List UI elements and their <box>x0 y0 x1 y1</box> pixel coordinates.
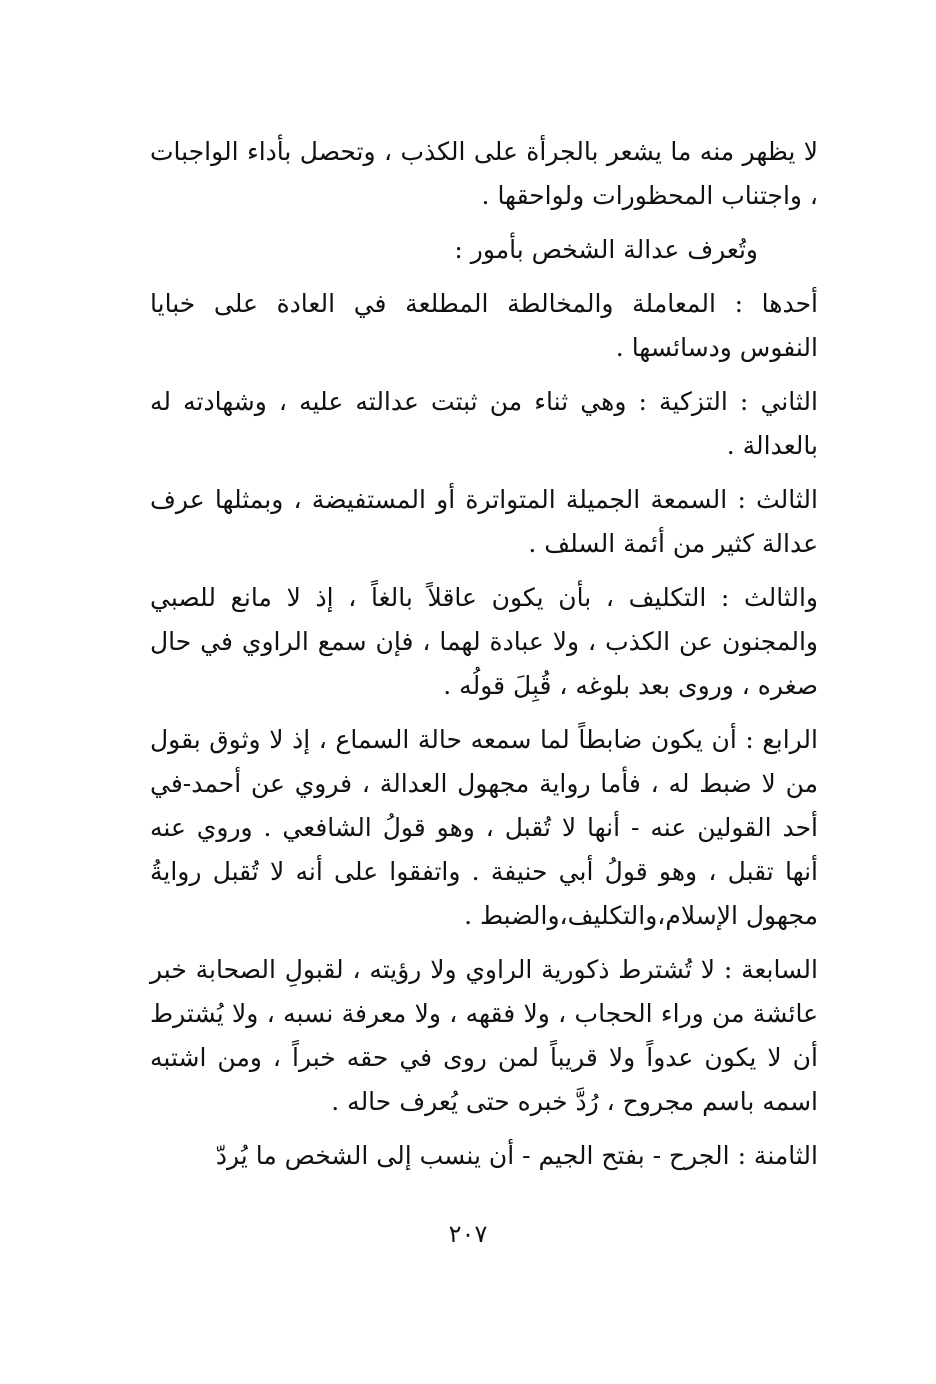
paragraph-intro: وتُعرف عدالة الشخص بأمور : <box>454 235 758 264</box>
body-text <box>150 130 818 1188</box>
page-number: ٢٠٧ <box>448 1220 488 1248</box>
paragraph-seventh: السابعة : لا تُشترط ذكورية الراوي ولا رؤيته ، لقبولِ الصحابة خبر عائشة من وراء الحجاب ، ولا فقهه ، ولا معرفة نسبه ، ولا يُشترط أن لا يكون عدواً ولا قريباً لمن روى في حقه خبراً ، ومن اشتبه اسمه باسم مجروح ، رُدَّ خبره حتى يُعرف حاله . <box>150 955 818 1116</box>
paragraph-eighth: الثامنة : الجرح - بفتح الجيم - أن ينسب إلى الشخص ما يُردّ <box>215 1141 818 1170</box>
paragraph-taklif: والثالث : التكليف ، بأن يكون عاقلاً بالغاً ، إذ لا مانع للصبي والمجنون عن الكذب ، ولا عبادة لهما ، فإن سمع الراوي في حال صغره ، وروى بعد بلوغه ، قُبِلَ قولُه . <box>150 583 818 700</box>
paragraph-continuation: لا يظهر منه ما يشعر بالجرأة على الكذب ، وتحصل بأداء الواجبات ، واجتناب المحظورات ولواحقها . <box>150 137 818 210</box>
paragraph-third: الثالث : السمعة الجميلة المتواترة أو المستفيضة ، وبمثلها عرف عدالة كثير من أئمة السلف . <box>150 485 818 558</box>
paragraph-second: الثاني : التزكية : وهي ثناء من ثبتت عدالته عليه ، وشهادته له بالعدالة . <box>150 387 818 460</box>
paragraph-first: أحدها : المعاملة والمخالطة المطلعة في العادة على خبايا النفوس ودسائسها . <box>150 289 818 362</box>
paragraph-fourth: الرابع : أن يكون ضابطاً لما سمعه حالة السماع ، إذ لا وثوق بقول من لا ضبط له ، فأما رواية مجهول العدالة ، فروي عن أحمد-في أحد القولين عنه - أنها لا تُقبل ، وهو قولُ الشافعي . وروي عنه أنها تقبل ، وهو قولُ أبي حنيفة . واتفقوا على أنه لا تُقبل روايةُ مجهول الإسلام،والتكليف،والضبط . <box>150 725 818 930</box>
